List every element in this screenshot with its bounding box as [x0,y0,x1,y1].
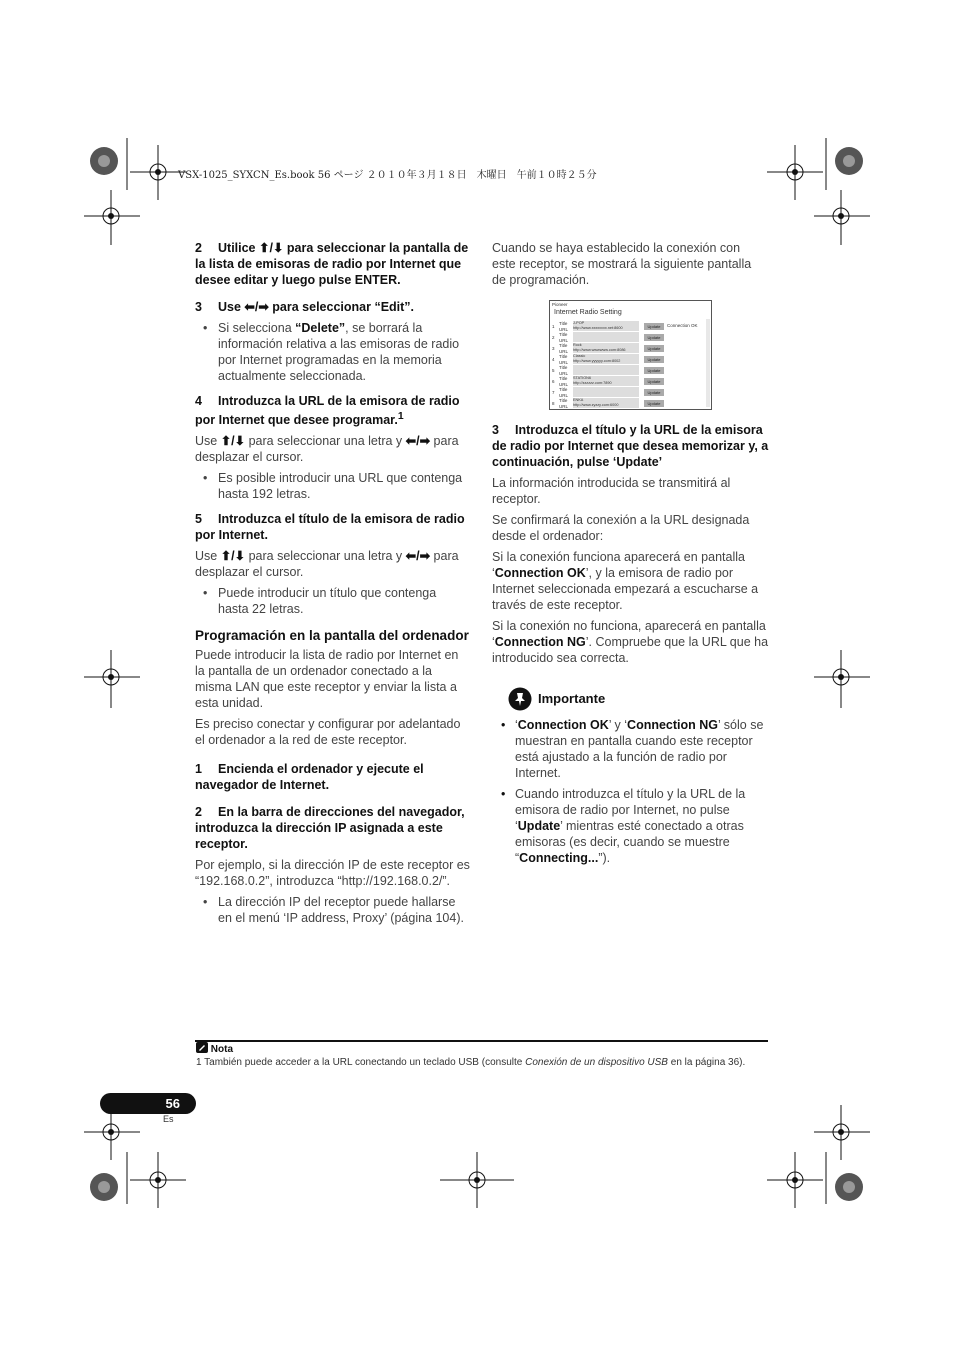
section-paragraph-1: Puede introducir la lista de radio por Internet en la pantalla de un ordenador conectado a la misma LAN que este receptor y enviar la lista a esta unidad. [195,648,459,711]
pushpin-icon [508,687,532,711]
row-fields[interactable] [573,332,639,342]
station-row [552,343,664,354]
step-3-right: 3 Introduzca el título y la URL de la emisora de radio por Internet que desea memorizar y, a continuación, pulse ‘Update’ [492,423,769,469]
row-number: 6 [552,379,555,384]
leftright-arrows-icon: ⬅/➡ [405,434,431,449]
station-row [552,376,664,387]
row-labels: Title URL [559,387,569,398]
updown-arrows-icon: ⬆/⬇ [220,434,246,449]
row-number: 7 [552,390,555,395]
row-fields[interactable] [573,398,639,408]
update-button[interactable]: Update [644,389,664,396]
section-title: Programación en la pantalla del ordenador [195,628,469,644]
row-labels: Title URL [559,354,569,365]
row-labels: Title URL [559,343,569,354]
station-row [552,387,664,398]
right-paragraph-3: Si la conexión funciona aparecerá en pantalla ‘Connection OK’, y la emisora de radio por Internet seleccionada empezará a escucharse a través de este receptor. [492,550,759,612]
step-5: 5 Introduzca el título de la emisora de radio por Internet. [195,512,465,543]
station-row [552,321,664,332]
row-number: 1 [552,324,555,329]
update-button[interactable]: Update [644,334,664,341]
row-number: 4 [552,357,555,362]
left-column [195,240,470,931]
row-fields[interactable] [573,376,639,386]
leftright-arrows-icon: ⬅/➡ [405,549,431,564]
step-2: 2 Utilice ⬆/⬇ para seleccionar la pantalla de la lista de emisoras de radio por Internet que desee editar y luego pulse ENTER. [195,241,469,287]
step-4: 4 Introduzca la URL de la emisora de radio por Internet que desee programar.$^1$ [195,394,460,428]
row-number: 5 [552,368,555,373]
row-number: 8 [552,401,555,406]
updown-arrows-icon: ⬆/⬇ [259,241,284,255]
step-4-body: Use ⬆/⬇ para seleccionar una letra y ⬅/➡ para desplazar el cursor. [195,434,459,465]
station-row [552,332,664,343]
important-bullet-1: • ‘Connection OK’ y ‘Connection NG’ sólo se muestran en pantalla cuando este receptor está ajustado a la función de radio por Internet. [492,717,772,781]
url-field[interactable]: http://zzzzzz.com:7890 [573,381,612,385]
row-labels: Title URL [559,365,569,376]
updown-arrows-icon: ⬆/⬇ [220,549,246,564]
right-paragraph-2: Se confirmará la conexión a la URL designada desde el ordenador: [492,513,750,543]
important-bullet-2: • Cuando introduzca el título y la URL de la emisora de radio por Internet, no pulse ‘Update’ mientras esté conectado a otras emisoras (es decir, cuando se muestre “Connecting...”). [492,786,772,866]
intro-paragraph: Cuando se haya establecido la conexión con este receptor, se mostrará la siguiente pantalla de programación. [492,241,752,287]
row-number: 3 [552,346,555,351]
update-button[interactable]: Update [644,400,664,407]
row-fields[interactable] [573,365,639,375]
row-labels: Title URL [559,332,569,343]
title-field[interactable]: J-POP [573,321,585,325]
url-field[interactable]: http://www.wwwwww.com:8086 [573,348,626,352]
row-labels: Title URL [559,376,569,387]
section-step-2-body: Por ejemplo, si la dirección IP de este receptor es “192.168.0.2”, introduzca “http://192.168.0.2/”. [195,858,470,889]
scrollbar[interactable] [706,319,710,407]
leftright-arrows-icon: ⬅/➡ [244,300,269,314]
row-fields[interactable] [573,387,639,397]
language-code: Es [163,1114,174,1124]
section-paragraph-2: Es preciso conectar y configurar por adelantado el ordenador a la red de este receptor. [195,717,461,748]
connection-status: Connection OK [667,323,698,328]
note-text: 1 También puede acceder a la URL conectando un teclado USB (consulte Conexión de un dispositivo USB en la página 36). [196,1057,746,1068]
right-paragraph-4: Si la conexión no funciona, aparecerá en pantalla ‘Connection NG’. Compruebe que la URL que ha introducido sea correcta. [492,619,769,665]
station-row [552,365,664,376]
update-button[interactable]: Update [644,345,664,352]
row-labels: Title URL [559,398,569,409]
step-3-bullet: • Si selecciona “Delete”, se borrará la información relativa a las emisoras de radio por Internet programadas en la memoria actualmente seleccionada. [195,320,470,384]
step-3: 3 Use ⬅/➡ para seleccionar “Edit”. [195,300,415,314]
update-button[interactable]: Update [644,367,664,374]
update-button[interactable]: Update [644,356,664,363]
title-field[interactable]: STATION6 [573,376,592,380]
title-field[interactable]: Rock [573,343,582,347]
row-fields[interactable] [573,321,639,331]
update-button[interactable]: Update [644,378,664,385]
important-heading: Importante [492,687,772,711]
row-number: 2 [552,335,555,340]
section-step-1: 1 Encienda el ordenador y ejecute el navegador de Internet. [195,762,424,793]
url-field[interactable]: http://www.zyzzy.com:6000 [573,403,619,407]
row-fields[interactable] [573,354,639,364]
url-field[interactable]: http://www.xxxxxxxx.net:8600 [573,326,623,330]
row-labels: Title URL [559,321,569,332]
internet-radio-setting-screenshot [549,300,712,410]
screenshot-title: Internet Radio Setting [554,309,622,316]
url-field[interactable]: http://www.yyyyyy.com:8002 [573,359,621,363]
page-number: 56 [100,1093,196,1114]
section-step-2: 2 En la barra de direcciones del navegador, introduzca la dirección IP asignada a este receptor. [195,805,465,852]
title-field[interactable]: ENKA [573,398,584,402]
note-heading: Nota [196,1042,756,1056]
footnote [196,1042,756,1069]
right-column-top [492,240,767,293]
section-step-2-bullet: • La dirección IP del receptor puede hallarse en el menú ‘IP address, Proxy’ (página 104). [195,894,470,926]
step-4-bullet: • Es posible introducir una URL que contenga hasta 192 letras. [195,470,470,502]
right-column [492,422,772,871]
station-row [552,354,664,365]
row-fields[interactable] [573,343,639,353]
step-5-bullet: • Puede introducir un título que contenga hasta 22 letras. [195,585,470,617]
station-row [552,398,664,409]
update-button[interactable]: Update [644,323,664,330]
title-field[interactable]: Classic [573,354,586,358]
step-5-body: Use ⬆/⬇ para seleccionar una letra y ⬅/➡ para desplazar el cursor. [195,549,459,580]
right-paragraph-1: La información introducida se transmitirá al receptor. [492,476,731,506]
note-pencil-icon [196,1042,208,1053]
book-header: VSX-1025_SYXCN_Es.book 56 ページ ２０１０年３月１８日 木曜日 午前１０時２５分 [178,170,597,181]
brand-label: Pioneer [552,302,568,307]
